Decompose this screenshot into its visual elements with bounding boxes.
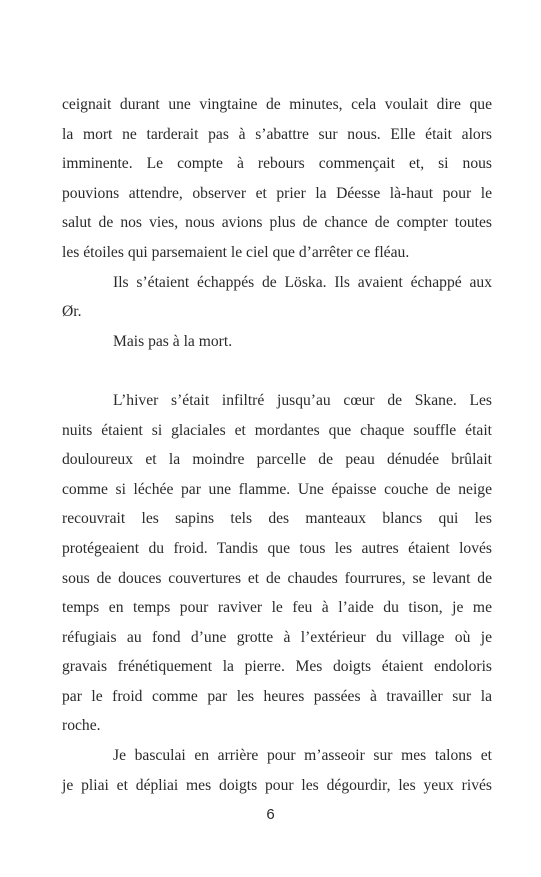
paragraph xyxy=(62,268,492,327)
body-text xyxy=(62,90,492,800)
text-line: salut de nos vies, nous avions plus de chance de compter toutes xyxy=(62,214,492,232)
paragraph xyxy=(62,327,492,357)
text-line: recouvrait les sapins tels des manteaux blancs qui les xyxy=(62,510,492,528)
text-line: gravais frénétiquement la pierre. Mes doigts étaient endoloris xyxy=(62,658,492,676)
text-line: Je basculai en arrière pour m’asseoir sur mes talons et xyxy=(113,747,492,765)
text-line: temps en temps pour raviver le feu à l’aide du tison, je me xyxy=(62,599,492,617)
text-line: comme si léchée par une flamme. Une épaisse couche de neige xyxy=(62,480,492,498)
paragraph xyxy=(62,386,492,741)
text-line: Ør. xyxy=(62,303,82,321)
text-line: la mort ne tarderait pas à s’abattre sur nous. Elle était alors xyxy=(62,125,492,143)
text-line: Ils s’étaient échappés de Löska. Ils avaient échappé aux xyxy=(113,273,492,291)
text-line: L’hiver s’était infiltré jusqu’au cœur de Skane. Les xyxy=(113,391,492,409)
text-line: sous de douces couvertures et de chaudes fourrures, se levant de xyxy=(62,569,492,587)
text-line: ceignait durant une vingtaine de minutes, cela voulait dire que xyxy=(62,96,492,113)
text-line: Mais pas à la mort. xyxy=(113,332,233,350)
text-line: je pliai et dépliai mes doigts pour les dégourdir, les yeux rivés xyxy=(62,776,492,794)
text-line: protégeaient du froid. Tandis que tous les autres étaient lovés xyxy=(62,539,492,557)
page-number: 6 xyxy=(266,806,275,823)
text-line: réfugiais au fond d’une grotte à l’extérieur du village où je xyxy=(62,628,492,646)
text-line: roche. xyxy=(62,717,101,735)
text-line: nuits étaient si glaciales et mordantes que chaque souffle était xyxy=(62,421,492,439)
paragraph xyxy=(62,90,492,268)
text-line: imminente. Le compte à rebours commençait et, si nous xyxy=(62,155,492,173)
section-break xyxy=(62,356,492,386)
text-line: les étoiles qui parsemaient le ciel que d’arrêter ce fléau. xyxy=(62,243,410,261)
text-line: douloureux et la moindre parcelle de peau dénudée brûlait xyxy=(62,451,492,469)
text-line: pouvions attendre, observer et prier la Déesse là-haut pour le xyxy=(62,184,492,202)
paragraph xyxy=(62,741,492,800)
text-line: par le froid comme par les heures passées à travailler sur la xyxy=(62,687,492,705)
